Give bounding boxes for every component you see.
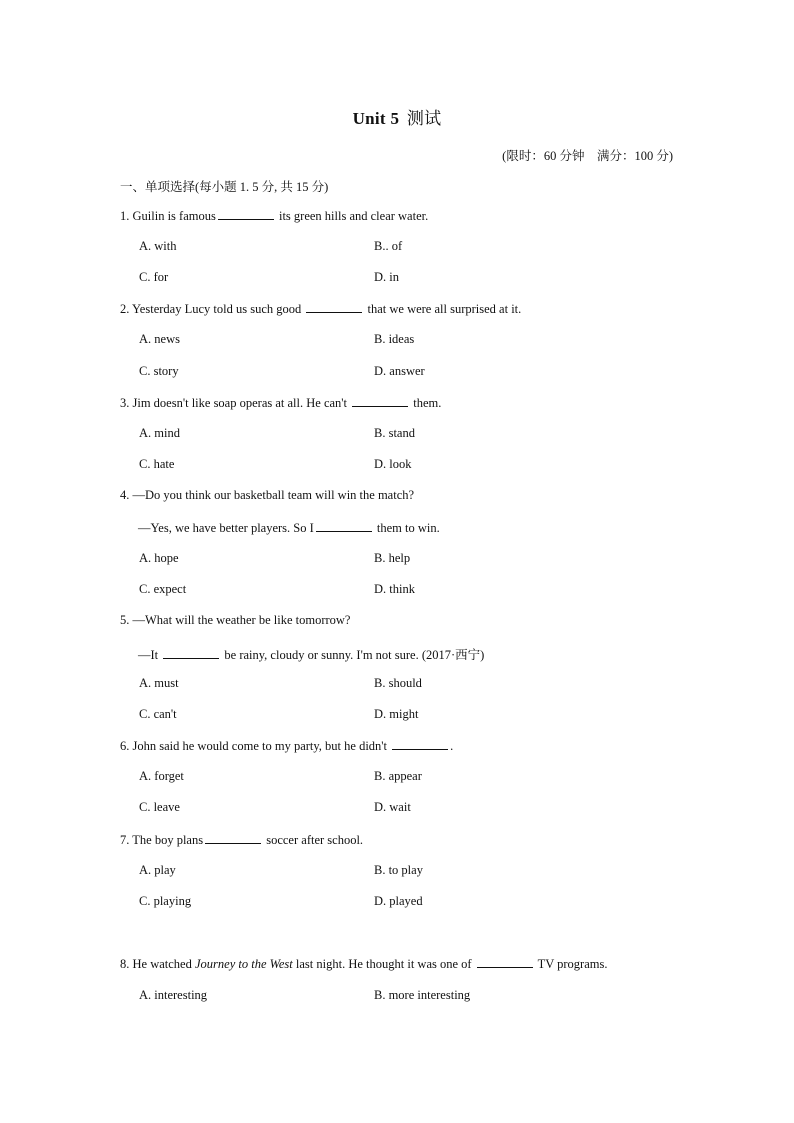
answer-blank: [306, 301, 362, 313]
question-4: 4. —Do you think our basketball team will win the match?: [120, 488, 415, 502]
answer-blank: [352, 395, 408, 407]
option-c: C. expect: [139, 582, 187, 596]
option-c: C. for: [139, 270, 169, 284]
option-c: C. hate: [139, 457, 175, 471]
question-7: 7. The boy plans soccer after school.: [120, 833, 364, 847]
title-en: Unit 5: [352, 109, 400, 128]
option-d: D. might: [374, 707, 419, 721]
question-4-reply: —Yes, we have better players. So I them to win.: [138, 521, 440, 535]
book-title: Journey to the West: [194, 957, 293, 971]
page-title: [0, 104, 794, 129]
option-d: D. played: [374, 894, 423, 908]
option-b: B. to play: [374, 863, 423, 877]
option-c: C. leave: [139, 800, 180, 814]
option-b: B. should: [374, 676, 422, 690]
option-a: A. play: [139, 863, 176, 877]
option-c: C. story: [139, 364, 179, 378]
option-b: B. help: [374, 551, 411, 565]
question-5-reply: —It be rainy, cloudy or sunny. I'm not sure. (2017·西宁): [138, 648, 485, 662]
option-c: C. can't: [139, 707, 177, 721]
answer-blank: [218, 208, 274, 220]
answer-blank: [392, 738, 448, 750]
section-heading: 一、单项选择(每小题 1. 5 分, 共 15 分): [120, 180, 329, 194]
answer-blank: [477, 956, 533, 968]
option-a: A. interesting: [139, 988, 208, 1002]
option-b: B.. of: [374, 239, 403, 253]
question-1: 1. Guilin is famous its green hills and clear water.: [120, 209, 429, 223]
option-d: D. look: [374, 457, 412, 471]
time-score-info: (限时：60 分钟 满分：100 分): [502, 149, 673, 163]
option-c: C. playing: [139, 894, 192, 908]
question-6: 6. John said he would come to my party, but he didn't .: [120, 739, 454, 753]
question-2: 2. Yesterday Lucy told us such good that we were all surprised at it.: [120, 302, 522, 316]
option-a: A. hope: [139, 551, 179, 565]
question-3: 3. Jim doesn't like soap operas at all. He can't them.: [120, 396, 442, 410]
option-d: D. answer: [374, 364, 425, 378]
answer-blank: [316, 520, 372, 532]
question-8: 8. He watched Journey to the West last night. He thought it was one of TV programs.: [120, 957, 608, 971]
option-b: B. ideas: [374, 332, 415, 346]
option-d: D. in: [374, 270, 399, 284]
answer-blank: [205, 832, 261, 844]
title-cn: 测试: [406, 109, 442, 128]
option-a: A. forget: [139, 769, 184, 783]
option-a: A. with: [139, 239, 177, 253]
option-b: B. stand: [374, 426, 415, 440]
option-a: A. news: [139, 332, 180, 346]
answer-blank: [163, 647, 219, 659]
option-b: B. more interesting: [374, 988, 471, 1002]
option-d: D. wait: [374, 800, 411, 814]
option-d: D. think: [374, 582, 415, 596]
question-5: 5. —What will the weather be like tomorrow?: [120, 613, 351, 627]
option-b: B. appear: [374, 769, 422, 783]
option-a: A. must: [139, 676, 179, 690]
option-a: A. mind: [139, 426, 180, 440]
